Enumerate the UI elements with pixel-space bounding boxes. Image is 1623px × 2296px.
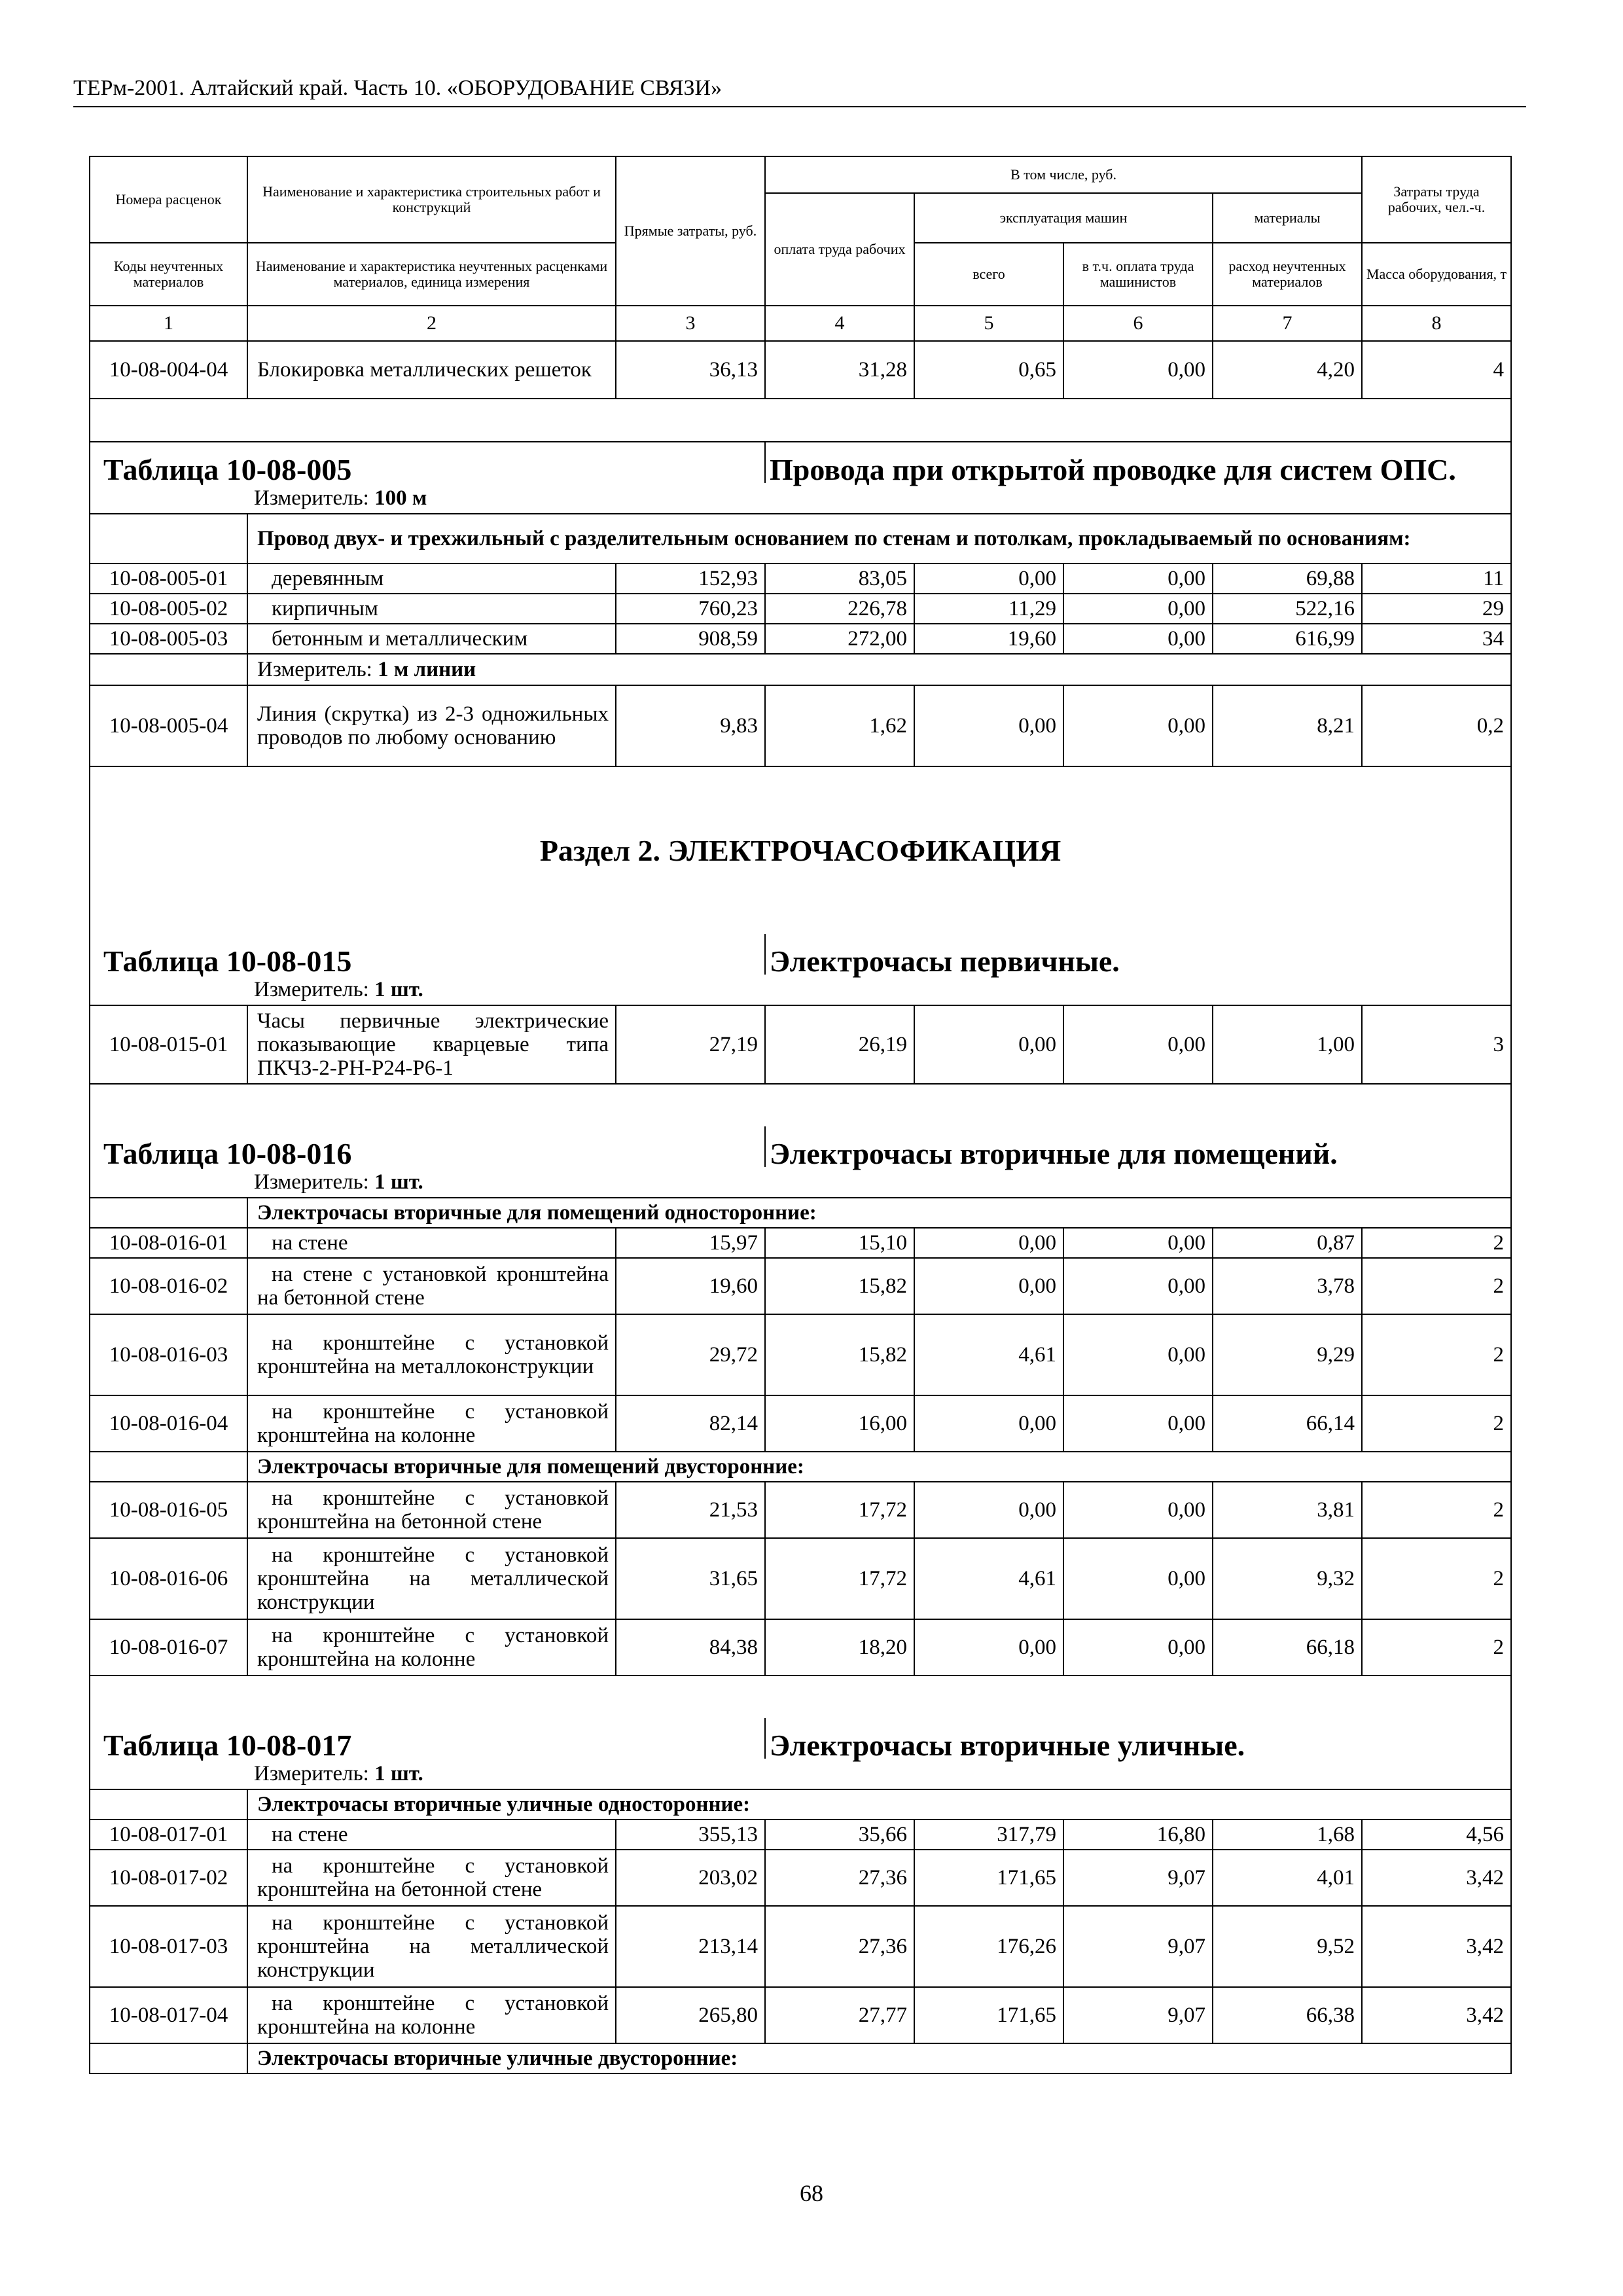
machinists-pay: 0,00 bbox=[1063, 1228, 1213, 1258]
labor-pay: 15,82 bbox=[765, 1314, 914, 1395]
table-title: Таблица 10-08-005 bbox=[90, 442, 765, 483]
table-row bbox=[90, 624, 1511, 654]
direct-costs: 9,83 bbox=[616, 685, 765, 766]
table-row bbox=[90, 1820, 1511, 1850]
table-row bbox=[90, 1987, 1511, 2043]
labor-pay: 1,62 bbox=[765, 685, 914, 766]
meter-row bbox=[90, 483, 1511, 514]
labor-pay: 15,82 bbox=[765, 1258, 914, 1314]
labor-costs: 2 bbox=[1362, 1619, 1511, 1676]
direct-costs: 19,60 bbox=[616, 1258, 765, 1314]
rate-description: на кронштейне с установкой кронштейна на колонне bbox=[247, 1619, 616, 1676]
column-number: 8 bbox=[1362, 306, 1511, 341]
machines-total: 171,65 bbox=[914, 1987, 1063, 2043]
rate-description: на кронштейне с установкой кронштейна на бетонной стене bbox=[247, 1850, 616, 1906]
machines-total: 4,61 bbox=[914, 1538, 1063, 1619]
table-title: Таблица 10-08-015 bbox=[90, 934, 765, 975]
table-row bbox=[90, 594, 1511, 624]
rate-description: Блокировка металлических решеток bbox=[247, 341, 616, 399]
column-number: 5 bbox=[914, 306, 1063, 341]
rate-code: 10-08-016-05 bbox=[90, 1482, 247, 1538]
materials: 3,78 bbox=[1213, 1258, 1362, 1314]
machines-total: 317,79 bbox=[914, 1820, 1063, 1850]
rate-description: деревянным bbox=[247, 564, 616, 594]
labor-costs: 2 bbox=[1362, 1258, 1511, 1314]
labor-costs: 0,2 bbox=[1362, 685, 1511, 766]
direct-costs: 265,80 bbox=[616, 1987, 765, 2043]
labor-costs: 29 bbox=[1362, 594, 1511, 624]
labor-pay: 226,78 bbox=[765, 594, 914, 624]
machines-total: 0,00 bbox=[914, 1395, 1063, 1452]
rate-code: 10-08-016-06 bbox=[90, 1538, 247, 1619]
machines-total: 0,00 bbox=[914, 1005, 1063, 1084]
rate-code: 10-08-016-03 bbox=[90, 1314, 247, 1395]
machinists-pay: 0,00 bbox=[1063, 1538, 1213, 1619]
meter-row bbox=[90, 1167, 1511, 1198]
table-row bbox=[90, 1850, 1511, 1906]
rate-description: на кронштейне с установкой кронштейна на металлической конструкции bbox=[247, 1906, 616, 1987]
labor-costs: 4 bbox=[1362, 341, 1511, 399]
column-number: 6 bbox=[1063, 306, 1213, 341]
rate-code: 10-08-016-07 bbox=[90, 1619, 247, 1676]
machines-total: 0,00 bbox=[914, 1619, 1063, 1676]
machines-total: 0,65 bbox=[914, 341, 1063, 399]
direct-costs: 15,97 bbox=[616, 1228, 765, 1258]
meter-value: 1 шт. bbox=[374, 978, 423, 1001]
rate-description: бетонным и металлическим bbox=[247, 624, 616, 654]
machinists-pay: 9,07 bbox=[1063, 1906, 1213, 1987]
head-col2-top: Наименование и характеристика строительных работ и конструкций bbox=[247, 156, 616, 243]
materials: 66,38 bbox=[1213, 1987, 1362, 2043]
direct-costs: 908,59 bbox=[616, 624, 765, 654]
meter-row bbox=[90, 975, 1511, 1005]
rate-description: на кронштейне с установкой кронштейна на колонне bbox=[247, 1987, 616, 2043]
materials: 8,21 bbox=[1213, 685, 1362, 766]
head-labor-pay: оплата труда рабочих bbox=[765, 193, 914, 306]
table-row bbox=[90, 564, 1511, 594]
labor-pay: 17,72 bbox=[765, 1482, 914, 1538]
rate-description: Линия (скрутка) из 2-3 одножильных проводов по любому основанию bbox=[247, 685, 616, 766]
page-number: 68 bbox=[800, 2180, 823, 2206]
materials: 66,14 bbox=[1213, 1395, 1362, 1452]
head-col1-bottom: Коды неучтенных материалов bbox=[90, 243, 247, 306]
rate-code: 10-08-005-04 bbox=[90, 685, 247, 766]
table-row bbox=[90, 1228, 1511, 1258]
direct-costs: 84,38 bbox=[616, 1619, 765, 1676]
rate-description: на стене bbox=[247, 1820, 616, 1850]
table-name: Электрочасы первичные. bbox=[765, 934, 1511, 975]
rate-description: Часы первичные электрические показывающие кварцевые типа ПКЧЗ-2-РН-Р24-Р6-1 bbox=[247, 1005, 616, 1084]
materials: 9,32 bbox=[1213, 1538, 1362, 1619]
labor-pay: 35,66 bbox=[765, 1820, 914, 1850]
group-row bbox=[90, 1198, 1511, 1228]
group-row bbox=[90, 1452, 1511, 1482]
spacer bbox=[90, 1676, 1511, 1718]
direct-costs: 29,72 bbox=[616, 1314, 765, 1395]
rate-description: на стене с установкой кронштейна на бетонной стене bbox=[247, 1258, 616, 1314]
machinists-pay: 0,00 bbox=[1063, 594, 1213, 624]
direct-costs: 21,53 bbox=[616, 1482, 765, 1538]
labor-costs: 2 bbox=[1362, 1314, 1511, 1395]
labor-pay: 83,05 bbox=[765, 564, 914, 594]
head-materials: материалы bbox=[1213, 193, 1362, 243]
group-heading: Электрочасы вторичные уличные односторонние: bbox=[247, 1789, 1511, 1820]
labor-costs: 4,56 bbox=[1362, 1820, 1511, 1850]
materials: 66,18 bbox=[1213, 1619, 1362, 1676]
materials: 522,16 bbox=[1213, 594, 1362, 624]
materials: 3,81 bbox=[1213, 1482, 1362, 1538]
machinists-pay: 9,07 bbox=[1063, 1850, 1213, 1906]
spacer bbox=[90, 399, 1511, 442]
machines-total: 176,26 bbox=[914, 1906, 1063, 1987]
group-row bbox=[90, 514, 1511, 564]
column-numbers-row bbox=[90, 306, 1511, 341]
labor-costs: 2 bbox=[1362, 1228, 1511, 1258]
table-title: Таблица 10-08-017 bbox=[90, 1718, 765, 1759]
direct-costs: 27,19 bbox=[616, 1005, 765, 1084]
direct-costs: 355,13 bbox=[616, 1820, 765, 1850]
head-col1-top: Номера расценок bbox=[90, 156, 247, 243]
table-title: Таблица 10-08-016 bbox=[90, 1126, 765, 1167]
direct-costs: 36,13 bbox=[616, 341, 765, 399]
head-machines: эксплуатация машин bbox=[914, 193, 1213, 243]
table-row bbox=[90, 1314, 1511, 1395]
rate-code: 10-08-017-01 bbox=[90, 1820, 247, 1850]
labor-pay: 26,19 bbox=[765, 1005, 914, 1084]
meter-value: 1 м линии bbox=[378, 658, 476, 681]
meter-label: Измеритель: bbox=[254, 1170, 375, 1194]
group-row bbox=[90, 1789, 1511, 1820]
materials: 69,88 bbox=[1213, 564, 1362, 594]
meter bbox=[247, 654, 1511, 685]
group-heading: Электрочасы вторичные уличные двусторонние: bbox=[247, 2043, 1511, 2073]
rate-code: 10-08-005-03 bbox=[90, 624, 247, 654]
meter-label: Измеритель: bbox=[254, 486, 375, 510]
machines-total: 0,00 bbox=[914, 564, 1063, 594]
meter-value: 100 м bbox=[374, 486, 427, 510]
machinists-pay: 9,07 bbox=[1063, 1987, 1213, 2043]
materials: 9,52 bbox=[1213, 1906, 1362, 1987]
head-machinists-pay: в т.ч. оплата труда машинистов bbox=[1063, 243, 1213, 306]
table-name: Электрочасы вторичные для помещений. bbox=[765, 1126, 1511, 1167]
rate-description: на кронштейне с установкой кронштейна на бетонной стене bbox=[247, 1482, 616, 1538]
table-row bbox=[90, 1906, 1511, 1987]
head-equipment-mass: Масса оборудования, т bbox=[1362, 243, 1511, 306]
direct-costs: 760,23 bbox=[616, 594, 765, 624]
rate-code: 10-08-005-01 bbox=[90, 564, 247, 594]
materials: 4,20 bbox=[1213, 341, 1362, 399]
meter-value: 1 шт. bbox=[374, 1170, 423, 1194]
meter-label: Измеритель: bbox=[254, 1762, 375, 1785]
machinists-pay: 0,00 bbox=[1063, 341, 1213, 399]
table-name: Электрочасы вторичные уличные. bbox=[765, 1718, 1511, 1759]
group-row bbox=[90, 2043, 1511, 2073]
group-heading: Электрочасы вторичные для помещений односторонние: bbox=[247, 1198, 1511, 1228]
column-number: 4 bbox=[765, 306, 914, 341]
table-title-row bbox=[90, 442, 1511, 483]
rate-code: 10-08-017-03 bbox=[90, 1906, 247, 1987]
meter bbox=[247, 1759, 1511, 1789]
machinists-pay: 0,00 bbox=[1063, 1395, 1213, 1452]
rate-description: на кронштейне с установкой кронштейна на колонне bbox=[247, 1395, 616, 1452]
machines-total: 0,00 bbox=[914, 1258, 1063, 1314]
labor-costs: 3,42 bbox=[1362, 1906, 1511, 1987]
labor-costs: 2 bbox=[1362, 1538, 1511, 1619]
column-number: 7 bbox=[1213, 306, 1362, 341]
table-row bbox=[90, 1258, 1511, 1314]
materials: 4,01 bbox=[1213, 1850, 1362, 1906]
head-materials-unaccounted: расход неучтенных материалов bbox=[1213, 243, 1362, 306]
machinists-pay: 0,00 bbox=[1063, 1005, 1213, 1084]
rate-code: 10-08-017-02 bbox=[90, 1850, 247, 1906]
materials: 1,00 bbox=[1213, 1005, 1362, 1084]
labor-costs: 2 bbox=[1362, 1395, 1511, 1452]
labor-pay: 31,28 bbox=[765, 341, 914, 399]
section-row bbox=[90, 766, 1511, 934]
rate-code: 10-08-016-01 bbox=[90, 1228, 247, 1258]
labor-pay: 15,10 bbox=[765, 1228, 914, 1258]
rate-code: 10-08-016-04 bbox=[90, 1395, 247, 1452]
labor-costs: 34 bbox=[1362, 624, 1511, 654]
machines-total: 171,65 bbox=[914, 1850, 1063, 1906]
labor-costs: 3 bbox=[1362, 1005, 1511, 1084]
materials: 9,29 bbox=[1213, 1314, 1362, 1395]
rate-code: 10-08-017-04 bbox=[90, 1987, 247, 2043]
machinists-pay: 0,00 bbox=[1063, 624, 1213, 654]
labor-pay: 18,20 bbox=[765, 1619, 914, 1676]
machines-total: 0,00 bbox=[914, 685, 1063, 766]
labor-pay: 27,77 bbox=[765, 1987, 914, 2043]
table-row bbox=[90, 1538, 1511, 1619]
materials: 0,87 bbox=[1213, 1228, 1362, 1258]
head-labor-costs: Затраты труда рабочих, чел.-ч. bbox=[1362, 156, 1511, 243]
machines-total: 19,60 bbox=[914, 624, 1063, 654]
meter bbox=[247, 975, 1511, 1005]
rate-code: 10-08-004-04 bbox=[90, 341, 247, 399]
labor-pay: 27,36 bbox=[765, 1850, 914, 1906]
meter bbox=[247, 483, 1511, 514]
machines-total: 0,00 bbox=[914, 1482, 1063, 1538]
table-row bbox=[90, 1395, 1511, 1452]
price-table bbox=[89, 156, 1512, 2074]
table-title-row bbox=[90, 1718, 1511, 1759]
meter-label: Измеритель: bbox=[254, 978, 375, 1001]
direct-costs: 152,93 bbox=[616, 564, 765, 594]
meter-label: Измеритель: bbox=[257, 658, 378, 681]
table-row bbox=[90, 1005, 1511, 1084]
head-including: В том числе, руб. bbox=[765, 156, 1362, 193]
machines-total: 11,29 bbox=[914, 594, 1063, 624]
head-machines-total: всего bbox=[914, 243, 1063, 306]
machines-total: 0,00 bbox=[914, 1228, 1063, 1258]
head-direct-costs: Прямые затраты, руб. bbox=[616, 156, 765, 306]
section-title: Раздел 2. ЭЛЕКТРОЧАСОФИКАЦИЯ bbox=[90, 766, 1511, 934]
machinists-pay: 0,00 bbox=[1063, 564, 1213, 594]
group-heading: Электрочасы вторичные для помещений двусторонние: bbox=[247, 1452, 1511, 1482]
direct-costs: 82,14 bbox=[616, 1395, 765, 1452]
meter-row bbox=[90, 654, 1511, 685]
rate-code: 10-08-005-02 bbox=[90, 594, 247, 624]
machines-total: 4,61 bbox=[914, 1314, 1063, 1395]
labor-costs: 11 bbox=[1362, 564, 1511, 594]
materials: 1,68 bbox=[1213, 1820, 1362, 1850]
direct-costs: 203,02 bbox=[616, 1850, 765, 1906]
rate-description: на кронштейне с установкой кронштейна на металлической конструкции bbox=[247, 1538, 616, 1619]
group-heading: Провод двух- и трехжильный с разделительным основанием по стенам и потолкам, прокладываемый по основаниям: bbox=[247, 514, 1511, 564]
machinists-pay: 0,00 bbox=[1063, 1258, 1213, 1314]
labor-pay: 16,00 bbox=[765, 1395, 914, 1452]
spacer bbox=[90, 1084, 1511, 1126]
rate-description: на кронштейне с установкой кронштейна на металлоконструкции bbox=[247, 1314, 616, 1395]
table-name: Провода при открытой проводке для систем ОПС. bbox=[765, 442, 1511, 483]
machinists-pay: 16,80 bbox=[1063, 1820, 1213, 1850]
meter bbox=[247, 1167, 1511, 1198]
labor-costs: 3,42 bbox=[1362, 1987, 1511, 2043]
column-number: 2 bbox=[247, 306, 616, 341]
labor-pay: 17,72 bbox=[765, 1538, 914, 1619]
column-number: 3 bbox=[616, 306, 765, 341]
materials: 616,99 bbox=[1213, 624, 1362, 654]
table-row bbox=[90, 341, 1511, 399]
rate-code: 10-08-016-02 bbox=[90, 1258, 247, 1314]
machinists-pay: 0,00 bbox=[1063, 1482, 1213, 1538]
labor-costs: 2 bbox=[1362, 1482, 1511, 1538]
column-number: 1 bbox=[90, 306, 247, 341]
machinists-pay: 0,00 bbox=[1063, 1619, 1213, 1676]
meter-row bbox=[90, 1759, 1511, 1789]
table-row bbox=[90, 1482, 1511, 1538]
direct-costs: 213,14 bbox=[616, 1906, 765, 1987]
meter-value: 1 шт. bbox=[374, 1762, 423, 1785]
running-header: ТЕРм-2001. Алтайский край. Часть 10. «ОБОРУДОВАНИЕ СВЯЗИ» bbox=[73, 76, 722, 100]
rate-description: на стене bbox=[247, 1228, 616, 1258]
table-row bbox=[90, 685, 1511, 766]
header-rule bbox=[73, 106, 1526, 107]
table-title-row bbox=[90, 1126, 1511, 1167]
direct-costs: 31,65 bbox=[616, 1538, 765, 1619]
rate-description: кирпичным bbox=[247, 594, 616, 624]
labor-pay: 272,00 bbox=[765, 624, 914, 654]
table-title-row bbox=[90, 934, 1511, 975]
table-row bbox=[90, 1619, 1511, 1676]
machinists-pay: 0,00 bbox=[1063, 685, 1213, 766]
rate-code: 10-08-015-01 bbox=[90, 1005, 247, 1084]
machinists-pay: 0,00 bbox=[1063, 1314, 1213, 1395]
head-col2-bottom: Наименование и характеристика неучтенных расценками материалов, единица измерения bbox=[247, 243, 616, 306]
labor-pay: 27,36 bbox=[765, 1906, 914, 1987]
labor-costs: 3,42 bbox=[1362, 1850, 1511, 1906]
